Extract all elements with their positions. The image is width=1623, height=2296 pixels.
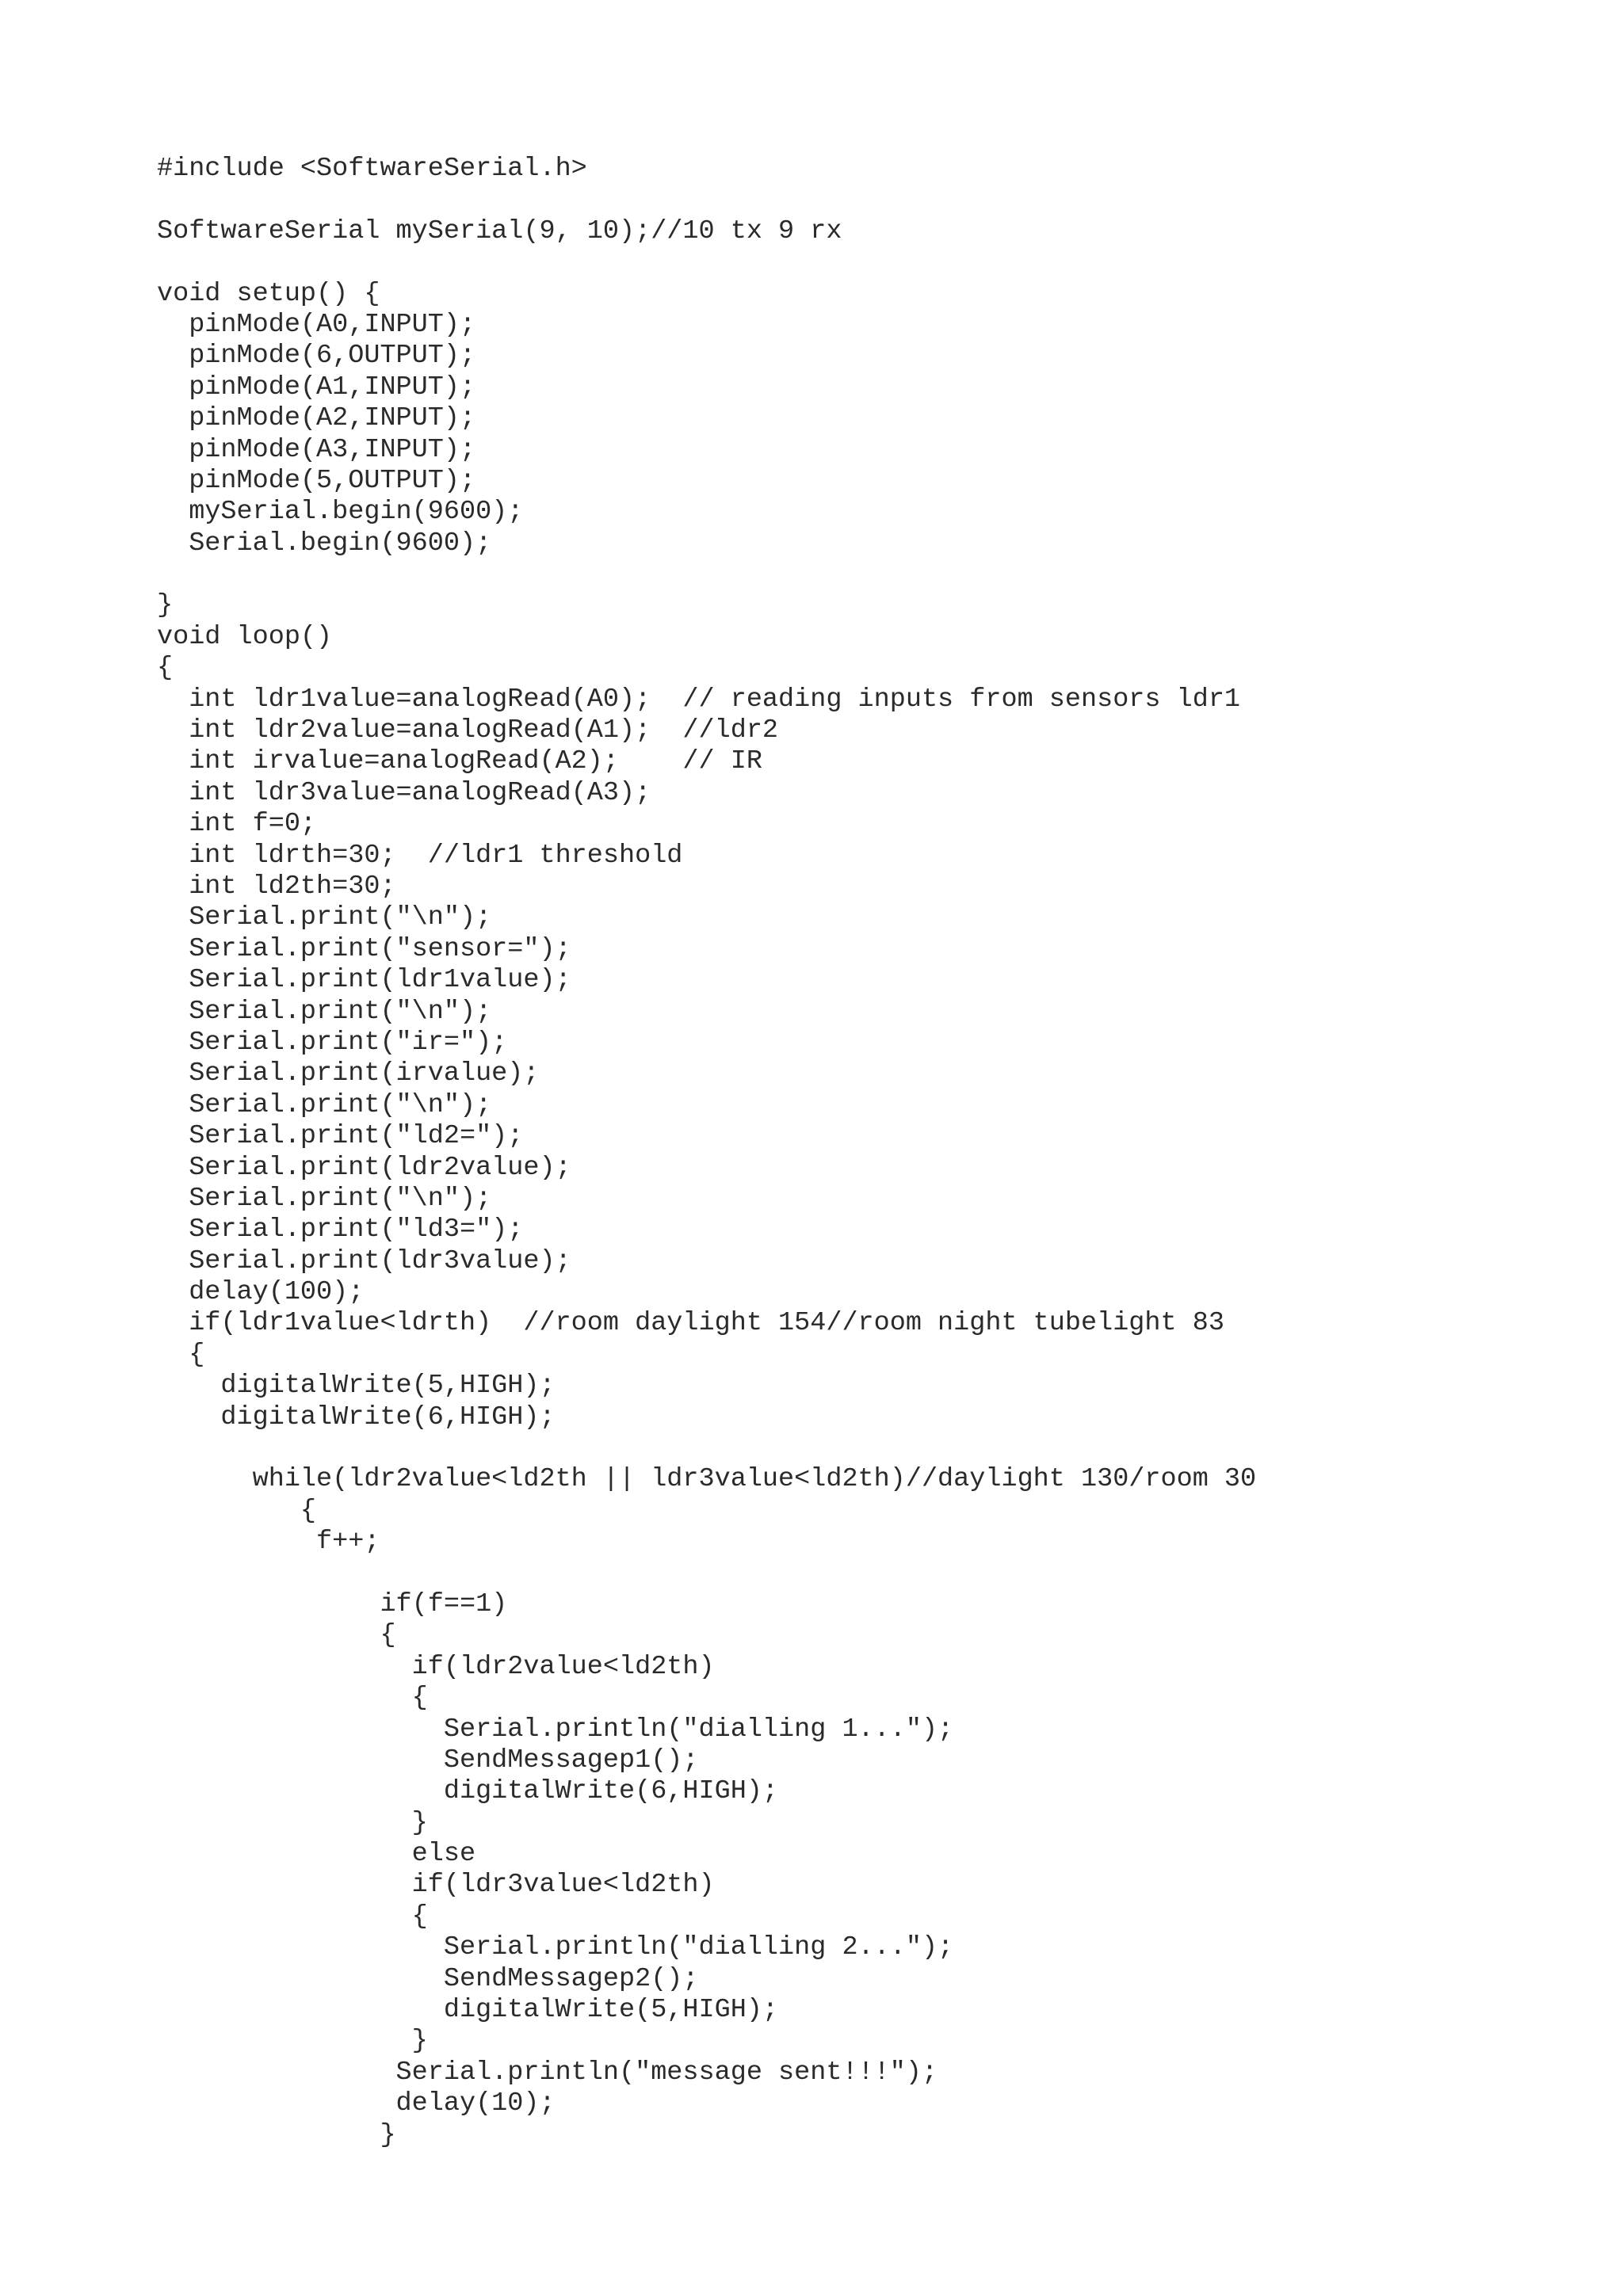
code-line: f++; [157, 1527, 380, 1558]
code-line: pinMode(6,OUTPUT); [157, 341, 476, 372]
code-line: pinMode(A0,INPUT); [157, 309, 476, 340]
code-line: int ld2th=30; [157, 871, 396, 902]
code-line: mySerial.begin(9600); [157, 497, 524, 528]
code-line: Serial.println("dialling 2..."); [157, 1932, 954, 1963]
code-line: Serial.print(irvalue); [157, 1058, 540, 1089]
code-line [157, 559, 1256, 590]
code-line: pinMode(A3,INPUT); [157, 434, 476, 465]
code-line: } [157, 1807, 428, 1838]
code-line: Serial.print("\n"); [157, 996, 492, 1027]
code-line: int ldrth=30; //ldr1 threshold [157, 840, 683, 871]
code-line: if(f==1) [157, 1589, 508, 1619]
code-line: delay(10); [157, 2088, 556, 2119]
code-line: Serial.println("message sent!!!"); [157, 2057, 938, 2088]
code-line: SoftwareSerial mySerial(9, 10);//10 tx 9 rx [157, 215, 842, 246]
code-line: SendMessagep2(); [157, 1963, 699, 1994]
code-line: int ldr1value=analogRead(A0); // reading inputs from sensors ldr1 [157, 684, 1241, 715]
code-line: Serial.print("ld2="); [157, 1121, 524, 1152]
code-line: Serial.print("\n"); [157, 1183, 492, 1214]
code-line: { [157, 1620, 396, 1651]
code-line: Serial.print("\n"); [157, 1089, 492, 1120]
code-line: digitalWrite(5,HIGH); [157, 1995, 779, 2026]
code-line: } [157, 2026, 428, 2057]
code-line: delay(100); [157, 1277, 365, 1308]
code-line: Serial.println("dialling 1..."); [157, 1714, 954, 1745]
code-line: pinMode(5,OUTPUT); [157, 465, 476, 496]
code-line [157, 1558, 1256, 1589]
code-line: Serial.print("ld3="); [157, 1215, 524, 1245]
code-line: Serial.print("sensor="); [157, 933, 571, 964]
code-line [157, 185, 1256, 215]
code-line: pinMode(A2,INPUT); [157, 403, 476, 434]
code-line: #include <SoftwareSerial.h> [157, 154, 587, 184]
code-line: Serial.print(ldr3value); [157, 1245, 571, 1276]
code-line: if(ldr1value<ldrth) //room daylight 154//room night tubelight 83 [157, 1308, 1224, 1339]
code-line: pinMode(A1,INPUT); [157, 372, 476, 402]
code-line: Serial.print(ldr1value); [157, 965, 571, 996]
code-line: Serial.begin(9600); [157, 528, 492, 559]
code-line: { [157, 1683, 428, 1714]
code-line [157, 247, 1256, 278]
code-line [157, 1433, 1256, 1464]
code-line: if(ldr3value<ld2th) [157, 1870, 715, 1901]
code-line: digitalWrite(6,HIGH); [157, 1776, 779, 1807]
code-line: int irvalue=analogRead(A2); // IR [157, 746, 762, 777]
code-line: } [157, 2119, 396, 2150]
code-line: void setup() { [157, 278, 380, 309]
code-line: Serial.print(ldr2value); [157, 1152, 571, 1183]
code-line: int ldr2value=analogRead(A1); //ldr2 [157, 715, 779, 746]
code-line: { [157, 653, 174, 684]
code-line: int f=0; [157, 809, 317, 840]
code-line: digitalWrite(6,HIGH); [157, 1402, 556, 1432]
code-line: if(ldr2value<ld2th) [157, 1651, 715, 1682]
code-line: { [157, 1901, 428, 1932]
code-line: SendMessagep1(); [157, 1745, 699, 1775]
code-line: digitalWrite(5,HIGH); [157, 1371, 556, 1402]
code-line: else [157, 1839, 476, 1870]
code-line: void loop() [157, 621, 333, 652]
code-block [157, 154, 1256, 2151]
code-line: { [157, 1339, 205, 1370]
code-line: while(ldr2value<ld2th || ldr3value<ld2th)//daylight 130/room 30 [157, 1464, 1257, 1495]
code-line: { [157, 1495, 317, 1526]
code-line: int ldr3value=analogRead(A3); [157, 777, 651, 808]
code-line: Serial.print("\n"); [157, 902, 492, 933]
code-line: Serial.print("ir="); [157, 1027, 508, 1058]
code-line: } [157, 590, 174, 621]
